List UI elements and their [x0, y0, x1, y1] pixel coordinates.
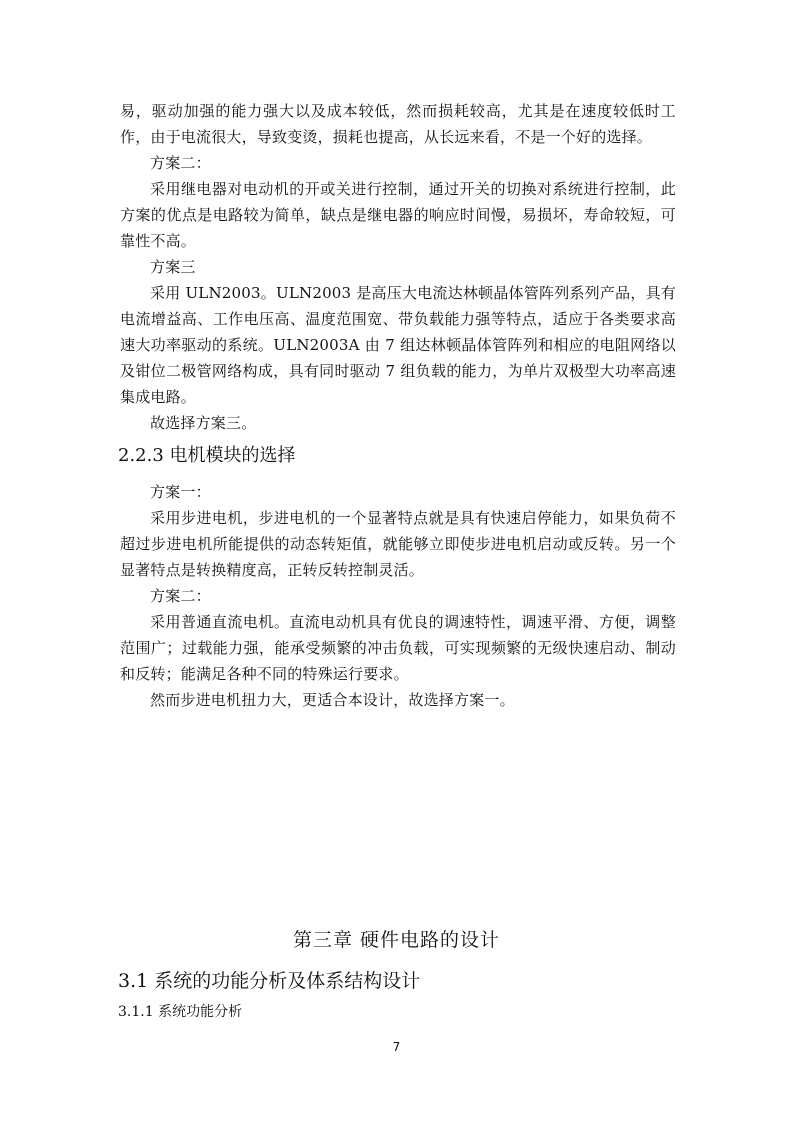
- section-heading-2-2-3: 2.2.3 电机模块的选择: [118, 445, 296, 466]
- conclusion-a: 故选择方案三。: [150, 414, 257, 432]
- motor-conclusion: 然而步进电机扭力大，更适合本设计，故选择方案一。: [150, 691, 515, 709]
- motor-plan2-paragraph: 采用普通直流电机。直流电动机具有优良的调速特性，调速平滑、方便，调整范围广；过载能力强，能承受频繁的冲击负载，可实现频繁的无级快速启动、制动和反转；能满足各种不同的特殊运行要求。: [120, 613, 676, 683]
- plan2-label: 方案二：: [150, 154, 211, 172]
- motor-plan2-label: 方案二：: [150, 587, 211, 605]
- motor-plan1-paragraph: 采用步进电机，步进电机的一个显著特点就是具有快速启停能力，如果负荷不超过步进电机所能提供的动态转矩值，就能够立即使步进电机启动或反转。另一个显著特点是转换精度高，正转反转控制灵活。: [120, 509, 676, 579]
- section-a: [120, 98, 676, 436]
- plan3-label: 方案三: [150, 258, 196, 276]
- section-heading-3-1: 3.1 系统的功能分析及体系结构设计: [118, 970, 421, 992]
- plan2-paragraph: 采用继电器对电动机的开或关进行控制，通过开关的切换对系统进行控制，此方案的优点是电路较为简单，缺点是继电器的响应时间慢，易损坏，寿命较短，可靠性不高。: [120, 180, 676, 250]
- page-number: 7: [392, 1040, 401, 1054]
- motor-plan1-label: 方案一：: [150, 483, 211, 501]
- section-2-2-3-body: [120, 479, 676, 713]
- plan3-paragraph: 采用 ULN2003。ULN2003 是高压大电流达林顿晶体管阵列系列产品，具有电流增益高、工作电压高、温度范围宽、带负载能力强等特点，适应于各类要求高速大功率驱动的系统。ULN2003A 由 7 组达林顿晶体管阵列和相应的电阻网络以及钳位二极管网络构成，具有同时驱动 7 组负载的能力，为单片双极型大功率高速集成电路。: [120, 284, 676, 406]
- section-heading-3-1-1: 3.1.1 系统功能分析: [118, 1004, 243, 1020]
- paragraph-continuation: 易，驱动加强的能力强大以及成本较低，然而损耗较高，尤其是在速度较低时工作，由于电流很大，导致变烫，损耗也提高，从长远来看，不是一个好的选择。: [120, 102, 676, 146]
- chapter-title: 第三章 硬件电路的设计: [292, 929, 501, 951]
